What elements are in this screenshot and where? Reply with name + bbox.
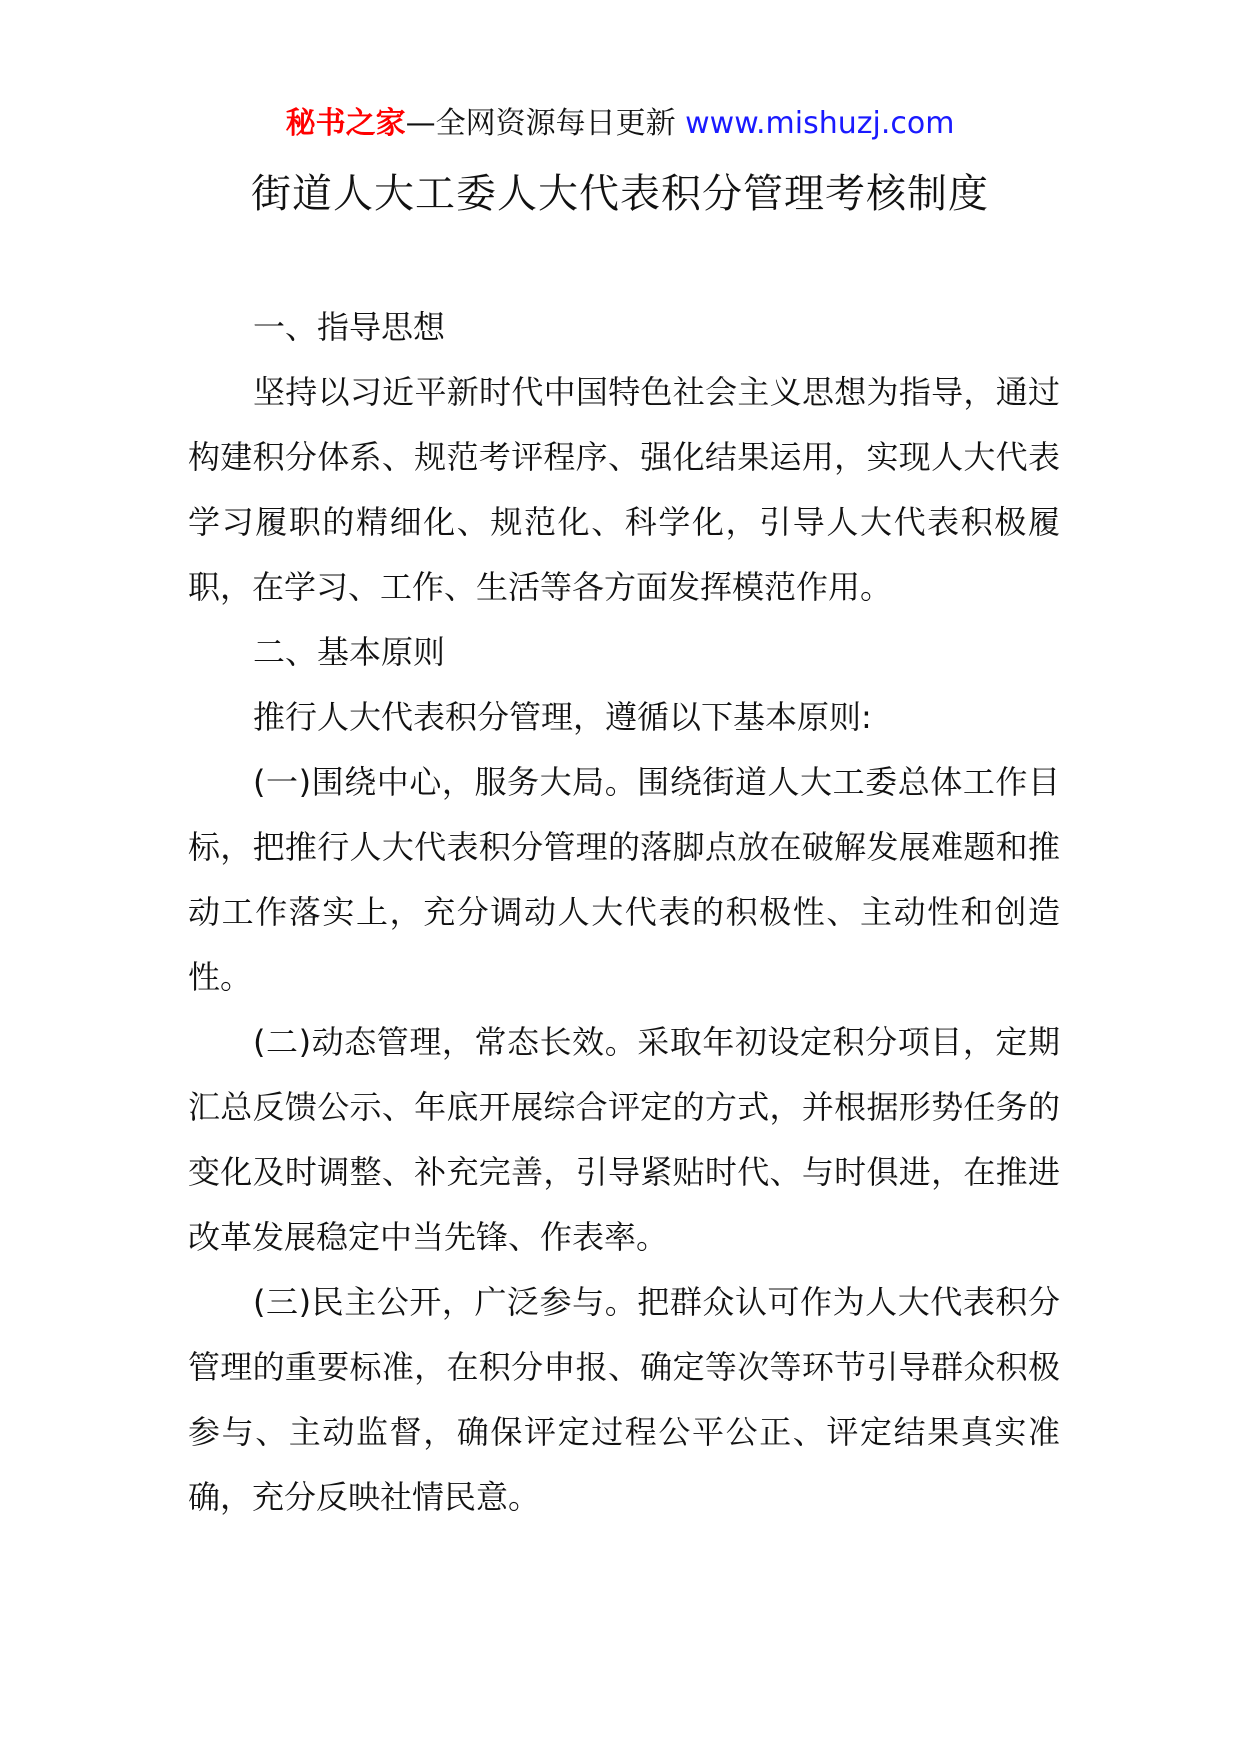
site-brand: 秘书之家 <box>285 106 406 141</box>
paragraph-principle-2: (二)动态管理，常态长效。采取年初设定积分项目，定期汇总反馈公示、年底开展综合评定的方式，并根据形势任务的变化及时调整、补充完善，引导紧贴时代、与时俱进，在推进改革发展稳定中当先锋、作表率。 <box>188 1023 1060 1256</box>
site-url-link[interactable]: www.mishuzj.com <box>685 106 955 141</box>
section-heading-basic-principles: 二、基本原则 <box>253 633 446 671</box>
site-header <box>0 100 1240 148</box>
paragraph-principle-3: (三)民主公开，广泛参与。把群众认可作为人大代表积分管理的重要标准，在积分申报、确定等次等环节引导群众积极参与、主动监督，确保评定过程公平公正、评定结果真实准确，充分反映社情民意。 <box>188 1283 1060 1516</box>
paragraph-guiding-ideology: 坚持以习近平新时代中国特色社会主义思想为指导，通过构建积分体系、规范考评程序、强化结果运用，实现人大代表学习履职的精细化、规范化、科学化，引导人大代表积极履职，在学习、工作、生活等各方面发挥模范作用。 <box>188 373 1060 606</box>
site-slogan: —全网资源每日更新 <box>405 106 686 141</box>
paragraph-principle-1: (一)围绕中心，服务大局。围绕街道人大工委总体工作目标，把推行人大代表积分管理的落脚点放在破解发展难题和推动工作落实上，充分调动人大代表的积极性、主动性和创造性。 <box>188 763 1060 996</box>
document-body <box>188 295 1060 1530</box>
document-title: 街道人大工委人大代表积分管理考核制度 <box>251 171 989 217</box>
paragraph-principles-intro: 推行人大代表积分管理，遵循以下基本原则: <box>253 698 872 736</box>
section-heading-guiding-ideology: 一、指导思想 <box>253 308 446 346</box>
